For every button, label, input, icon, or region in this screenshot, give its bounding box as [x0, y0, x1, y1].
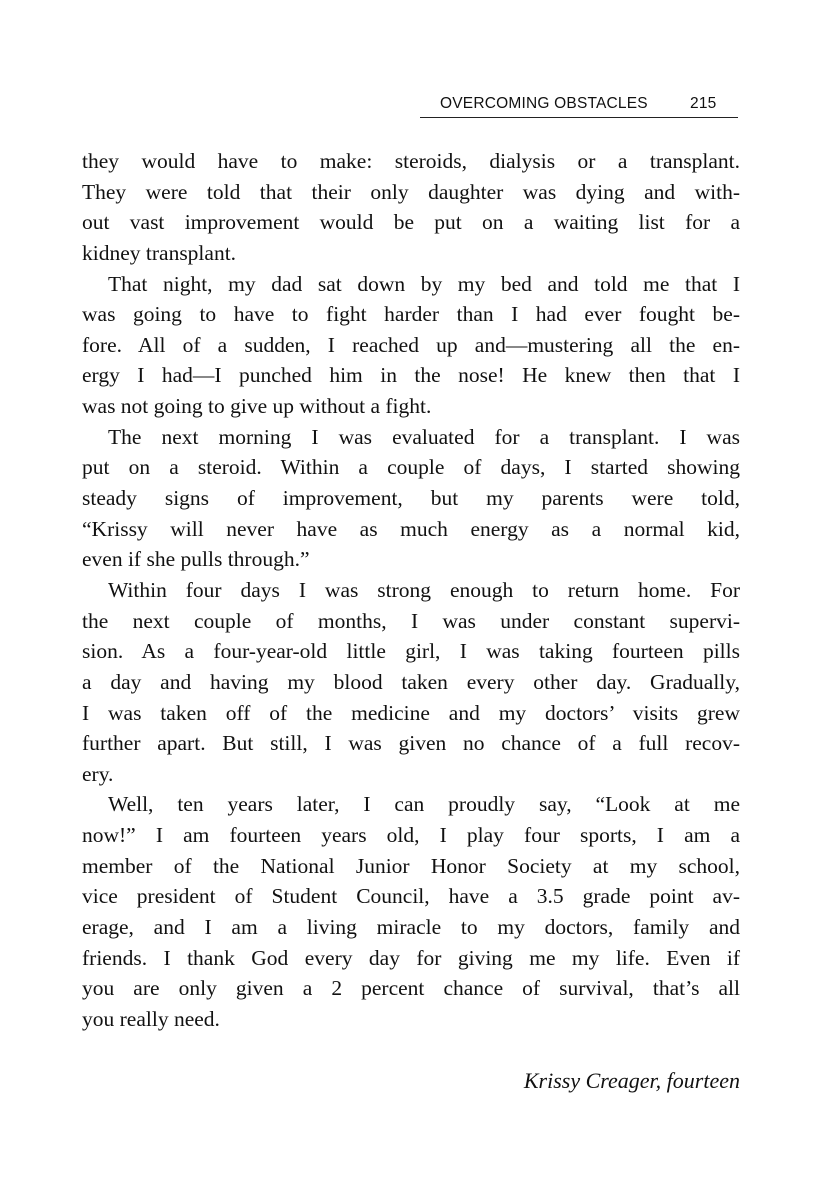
text-line: steady signs of improvement, but my parents were told, [82, 486, 740, 511]
body-text [82, 146, 740, 1035]
text-line: I was taken off of the medicine and my doctors’ visits grew [82, 700, 740, 725]
text-line: Well, ten years later, I can proudly say, “Look at me [108, 792, 740, 817]
text-line: put on a steroid. Within a couple of days, I started showing [82, 455, 740, 480]
text-line: now!” I am fourteen years old, I play four sports, I am a [82, 823, 740, 848]
text-line: you are only given a 2 percent chance of survival, that’s all [82, 976, 740, 1001]
text-line: kidney transplant. [82, 240, 237, 265]
text-line: the next couple of months, I was under constant supervi- [82, 608, 740, 633]
text-line: a day and having my blood taken every other day. Gradually, [82, 669, 740, 694]
text-line: ergy I had—I punched him in the nose! He knew then that I [82, 363, 740, 388]
text-line: even if she pulls through.” [82, 547, 310, 572]
text-line: sion. As a four-year-old little girl, I was taking fourteen pills [82, 639, 740, 664]
text-line: friends. I thank God every day for giving me my life. Even if [82, 945, 740, 970]
author-signature: Krissy Creager, fourteen [523, 1068, 740, 1093]
text-line: was going to have to fight harder than I had ever fought be- [82, 302, 740, 327]
text-line: you really need. [82, 1006, 220, 1031]
text-line: out vast improvement would be put on a waiting list for a [82, 210, 740, 235]
running-title: OVERCOMING OBSTACLES [440, 95, 648, 112]
text-line: That night, my dad sat down by my bed and told me that I [108, 271, 740, 296]
text-line: They were told that their only daughter was dying and with- [82, 179, 740, 204]
text-line: ery. [82, 761, 114, 786]
text-line: member of the National Junior Honor Society at my school, [82, 853, 740, 878]
text-line: was not going to give up without a fight. [82, 394, 432, 419]
text-line: The next morning I was evaluated for a transplant. I was [108, 424, 740, 449]
text-line: Within four days I was strong enough to return home. For [108, 577, 740, 602]
text-line: vice president of Student Council, have a 3.5 grade point av- [82, 884, 740, 909]
running-header [420, 93, 738, 118]
page-number: 215 [690, 95, 717, 112]
text-line: erage, and I am a living miracle to my doctors, family and [82, 915, 740, 940]
text-line: they would have to make: steroids, dialysis or a transplant. [82, 149, 740, 173]
text-line: fore. All of a sudden, I reached up and—mustering all the en- [82, 332, 740, 357]
text-line: further apart. But still, I was given no chance of a full recov- [82, 731, 740, 756]
text-line: “Krissy will never have as much energy as a normal kid, [82, 516, 740, 541]
